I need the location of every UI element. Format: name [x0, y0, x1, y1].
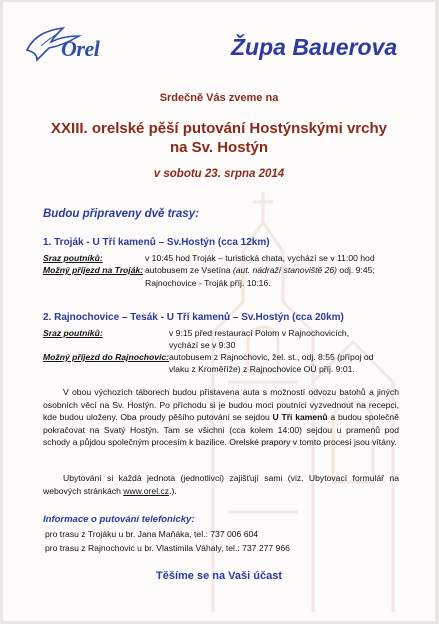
- route1-meeting-label: Sraz poutníků:: [43, 253, 103, 263]
- contact-trojak: pro trasu z Trojáku u br. Jana Maňáka, tel.: 737 006 604: [45, 529, 259, 539]
- logistics-text-b: a budou společně pokračovat na Svatý Hostýn. Tam se všichni (cca kolem 14:00) sejdou u pramenů pod schody a půjdou společným procesím k bazilice. Orelské prapory v tomto procesí jsou vítány.: [43, 412, 399, 447]
- event-title-line1: XXIII. orelské pěší putování Hostýnskými vrchy: [51, 120, 387, 137]
- logistics-text-a: V obou výchozích táborech budou přistavena auta s možností odvozu batohů a jiných osobních věcí na Sv. Hostýn. Po příchodu si je budou moci poutníci vyzvednout na recepci, kde budou uloženy. Oba proudy pěšího putování se sejdou: [43, 387, 399, 422]
- accommodation-paragraph: [43, 472, 399, 497]
- logistics-paragraph: [43, 386, 399, 449]
- flyer-page: [3, 2, 435, 621]
- route1-meeting: v 10:45 hod Troják – turistická chata, vychází se v 11:00 hod: [145, 253, 375, 263]
- route2-arrival-line1: autobusem z Rajnochovic, žel. st., odj. 8:55 (přípoj od: [169, 352, 374, 362]
- meeting-point: U Tří kamenů: [272, 412, 328, 422]
- routes-heading: Budou připraveny dvě trasy:: [43, 208, 199, 220]
- route1-arrival-b: (aut. nádraží stanoviště 26): [232, 265, 338, 275]
- closing-line: Těšíme se na Vaši účast: [156, 570, 282, 582]
- route1-arrival-a: autobusem ze Vsetína: [145, 265, 233, 275]
- orel-logo: [23, 24, 143, 76]
- accommodation-text-b: .).: [169, 485, 177, 496]
- route2-arrival-line2: vlaku z Kroměříže) z Rajnochovice OÚ příj. 9:01.: [169, 364, 355, 374]
- unit-name: Župa Bauerova: [231, 34, 398, 60]
- route2-meeting-line2: vychází se v 9:30: [169, 340, 236, 350]
- route1-arrival-line2: Rajnochovice - Troják příj. 10:16.: [145, 278, 271, 288]
- website-link[interactable]: www.orel.cz: [123, 485, 170, 496]
- invitation-line: Srdečně Vás zveme na: [159, 92, 279, 104]
- route1-arrival-label: Možný příjezd na Troják:: [43, 265, 144, 275]
- route1-arrival-c: odj. 9:45;: [337, 265, 375, 275]
- route2-meeting-line1: v 9:15 před restaurací Polom v Rajnochovicích,: [169, 328, 350, 338]
- route1-title: 1. Troják - U Tří kamenů – Sv.Hostýn (cca 12km): [43, 237, 270, 248]
- event-title-line2: na Sv. Hostýn: [169, 139, 269, 156]
- contact-heading: Informace o putování telefonicky:: [43, 514, 195, 525]
- orel-logo-text: Orel: [61, 36, 100, 61]
- route2-meeting-label: Sraz poutníků:: [43, 328, 103, 338]
- accommodation-text-a: Ubytování si každá jednota (jednotlivci) zajišťují sami (viz. Ubytovací formulář na webových stránkách: [43, 473, 399, 496]
- route2-arrival-label: Možný příjezd do Rajnochovic:: [43, 352, 170, 362]
- route2-title: 2. Rajnochovice – Tesák - U Tří kamenů – Sv.Hostýn (cca 20km): [43, 312, 344, 323]
- event-title: [3, 119, 435, 157]
- event-date: v sobotu 23. srpna 2014: [153, 168, 285, 180]
- contact-rajnochovice: pro trasu z Rajnochovic u br. Vlastimila Váhaly, tel.: 737 277 966: [45, 543, 290, 553]
- route1-arrival: [145, 264, 375, 277]
